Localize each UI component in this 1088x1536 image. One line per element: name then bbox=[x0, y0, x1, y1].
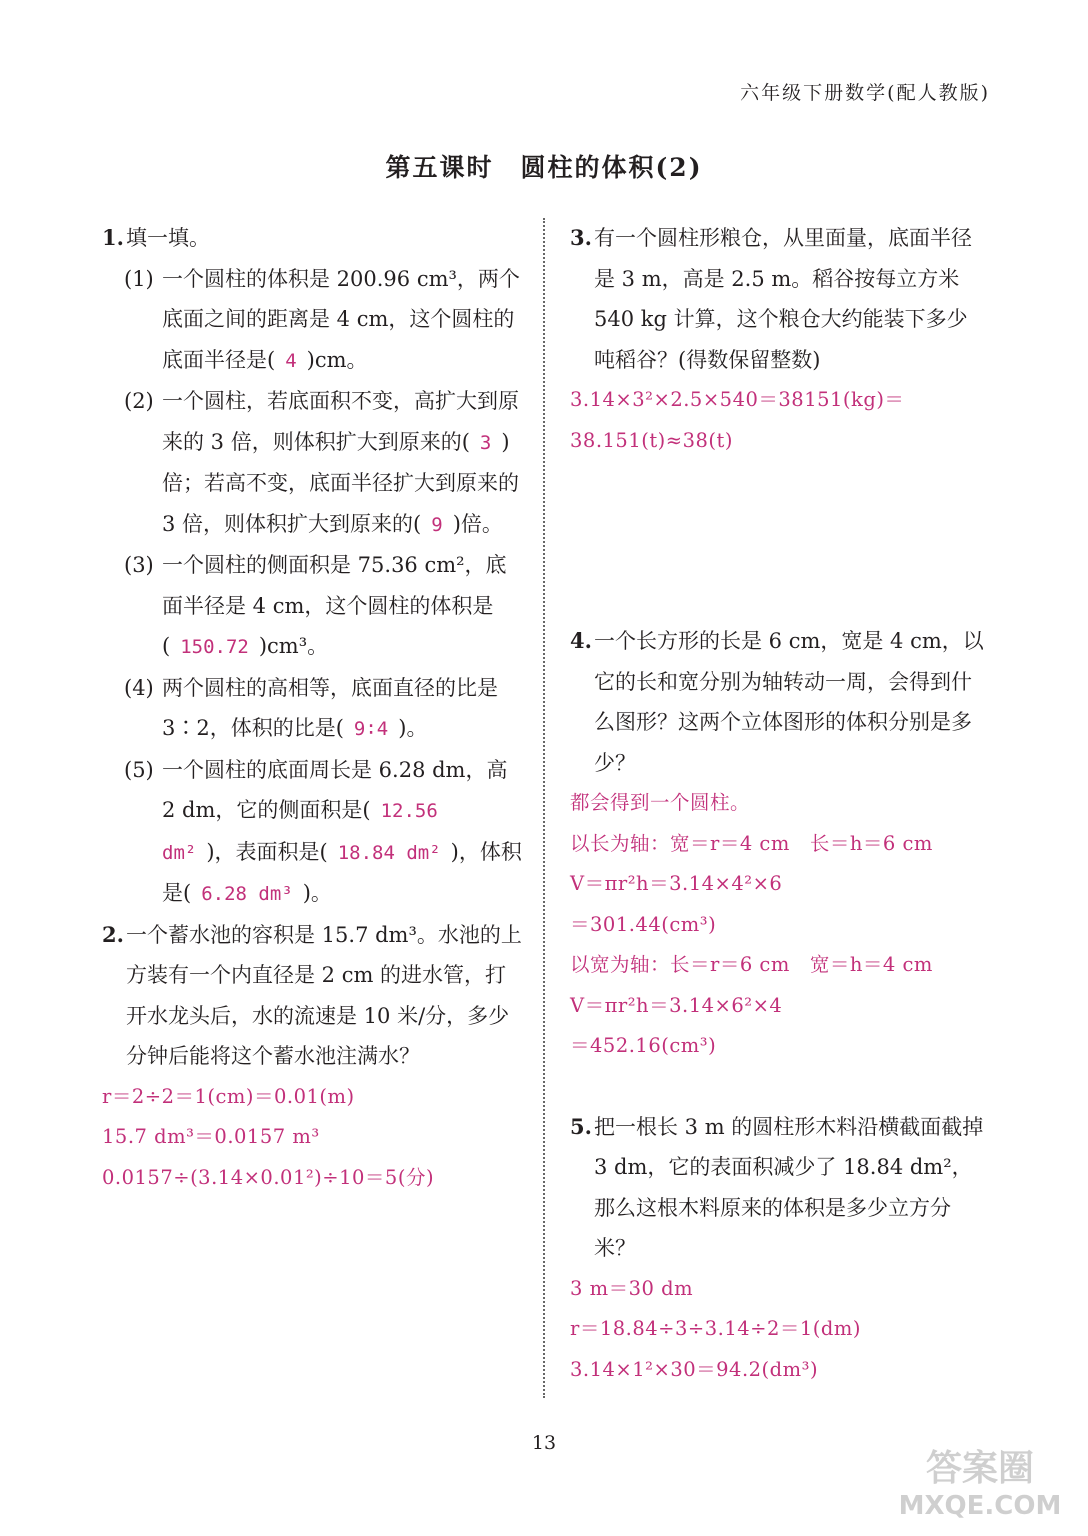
question-number: 5. bbox=[570, 1113, 592, 1139]
lesson-title: 第五课时 圆柱的体积(2) bbox=[385, 153, 703, 182]
answer-line: ＝301.44(cm³) bbox=[570, 912, 717, 936]
question-text: 一个长方形的长是 6 cm，宽是 4 cm，以它的长和宽分别为轴转动一周，会得到什么图形？这两个立体图形的体积分别是多少？ bbox=[594, 629, 984, 775]
text-part: 一个圆柱，若底面积不变，高扩大到原来的 3 倍，则体积扩大到原来的( bbox=[162, 389, 519, 454]
question-number: 3. bbox=[570, 225, 592, 250]
subquestion-number: (3) bbox=[124, 553, 154, 577]
answer-line: 3.14×3²×2.5×540＝38151(kg)＝ bbox=[570, 388, 905, 411]
subquestion-4 bbox=[102, 668, 522, 750]
answer-line: r＝2÷2＝1(cm)＝0.01(m) bbox=[102, 1084, 355, 1108]
text-part: 一个圆柱的底面周长是 6.28 dm，高 2 dm，它的侧面积是( bbox=[162, 757, 508, 822]
answer-blank: 18.84 dm² bbox=[337, 841, 441, 864]
subquestion-number: (2) bbox=[124, 389, 154, 413]
text-part: 一个圆柱的侧面积是 75.36 cm²，底面半径是 4 cm，这个圆柱的体积是( bbox=[162, 553, 507, 658]
answer-blank: 12.56 dm² bbox=[162, 800, 438, 864]
text-part: )cm。 bbox=[306, 347, 368, 372]
answer-line: V＝πr²h＝3.14×4²×6 bbox=[570, 872, 783, 895]
watermark-bottom-text: MXQE.COM bbox=[898, 1491, 1062, 1521]
question-stem: 填一填。 bbox=[126, 226, 210, 250]
answer-line: 以宽为轴：长＝r＝6 cm 宽＝h＝4 cm bbox=[570, 953, 933, 976]
subquestion-number: (1) bbox=[124, 266, 154, 291]
text-part: )，体积是( bbox=[162, 839, 522, 905]
question-4 bbox=[570, 621, 988, 783]
question-number: 4. bbox=[570, 628, 592, 653]
answer-line: 15.7 dm³＝0.0157 m³ bbox=[102, 1125, 320, 1148]
page-number: 13 bbox=[531, 1432, 557, 1454]
text-part: )cm³。 bbox=[258, 634, 329, 658]
question-number: 1. bbox=[102, 225, 124, 250]
subquestion-1 bbox=[102, 259, 522, 382]
text-part: )倍；若高不变，底面半径扩大到原来的 3 倍，则体积扩大到原来的( bbox=[162, 429, 519, 536]
answer-line: 以长为轴：宽＝r＝4 cm 长＝h＝6 cm bbox=[570, 831, 933, 855]
question-5 bbox=[570, 1107, 988, 1269]
answer-line: 都会得到一个圆柱。 bbox=[570, 791, 751, 814]
spacer bbox=[570, 1067, 988, 1107]
subquestion-text bbox=[162, 259, 522, 382]
subquestion-2 bbox=[102, 381, 522, 545]
book-header: 六年级下册数学(配人教版) bbox=[740, 82, 990, 104]
spacer bbox=[570, 501, 988, 541]
answer-line: 3.14×1²×30＝94.2(dm³) bbox=[570, 1357, 819, 1381]
right-column bbox=[570, 218, 988, 1390]
question-text: 有一个圆柱形粮仓，从里面量，底面半径是 3 m，高是 2.5 m。稻谷按每立方米 540 kg 计算，这个粮仓大约能装下多少吨稻谷？(得数保留整数) bbox=[594, 226, 972, 372]
answer-line: 38.151(t)≈38(t) bbox=[570, 428, 733, 452]
subquestion-5 bbox=[102, 750, 522, 915]
text-part: 一个圆柱的体积是 200.96 cm³，两个底面之间的距离是 4 cm，这个圆柱的底面半径是( bbox=[162, 266, 520, 372]
text-part: )。 bbox=[398, 716, 428, 740]
spacer bbox=[570, 581, 988, 621]
subquestion-3 bbox=[102, 545, 522, 668]
spacer bbox=[570, 541, 988, 581]
text-part: )倍。 bbox=[452, 511, 503, 536]
answer-blank: 9∶4 bbox=[353, 718, 389, 740]
text-part: )，表面积是( bbox=[206, 839, 328, 864]
question-2 bbox=[102, 915, 522, 1077]
question-text: 一个蓄水池的容积是 15.7 dm³。水池的上方装有一个内直径是 2 cm 的进水管，打开水龙头后，水的流速是 10 米/分，多少分钟后能将这个蓄水池注满水？ bbox=[126, 922, 522, 1068]
answer-line: ＝452.16(cm³) bbox=[570, 1034, 717, 1057]
answer-line: r＝18.84÷3÷3.14÷2＝1(dm) bbox=[570, 1317, 861, 1340]
answer-line: 0.0157÷(3.14×0.01²)÷10＝5(分) bbox=[102, 1165, 435, 1189]
answer-blank: 6.28 dm³ bbox=[201, 883, 293, 905]
question-3 bbox=[570, 218, 988, 380]
text-part: 两个圆柱的高相等，底面直径的比是 3∶2，体积的比是( bbox=[162, 675, 498, 740]
answer-blank: 4 bbox=[285, 349, 297, 372]
subquestion-text bbox=[162, 668, 522, 750]
watermark-logo bbox=[890, 1440, 1070, 1522]
subquestion-text bbox=[162, 545, 522, 668]
answer-line: V＝πr²h＝3.14×6²×4 bbox=[570, 993, 783, 1017]
question-1 bbox=[102, 218, 522, 259]
answer-blank: 150.72 bbox=[180, 636, 249, 658]
subquestion-number: (4) bbox=[124, 675, 154, 700]
subquestion-text bbox=[162, 750, 522, 915]
answer-blank: 9 bbox=[431, 513, 443, 536]
subquestion-text bbox=[162, 381, 522, 545]
subquestion-number: (5) bbox=[124, 757, 154, 782]
answer-blank: 3 bbox=[479, 431, 492, 454]
text-part: )。 bbox=[302, 881, 332, 905]
left-column bbox=[102, 218, 522, 1198]
answer-line: 3 m＝30 dm bbox=[570, 1276, 694, 1300]
column-divider bbox=[543, 218, 545, 1398]
question-number: 2. bbox=[102, 921, 124, 947]
question-text: 把一根长 3 m 的圆柱形木料沿横截面截掉 3 dm，它的表面积减少了 18.84 dm²，那么这根木料原来的体积是多少立方分米？ bbox=[594, 1114, 984, 1260]
watermark-top-text: 答案圈 bbox=[925, 1448, 1035, 1489]
spacer bbox=[570, 461, 988, 501]
